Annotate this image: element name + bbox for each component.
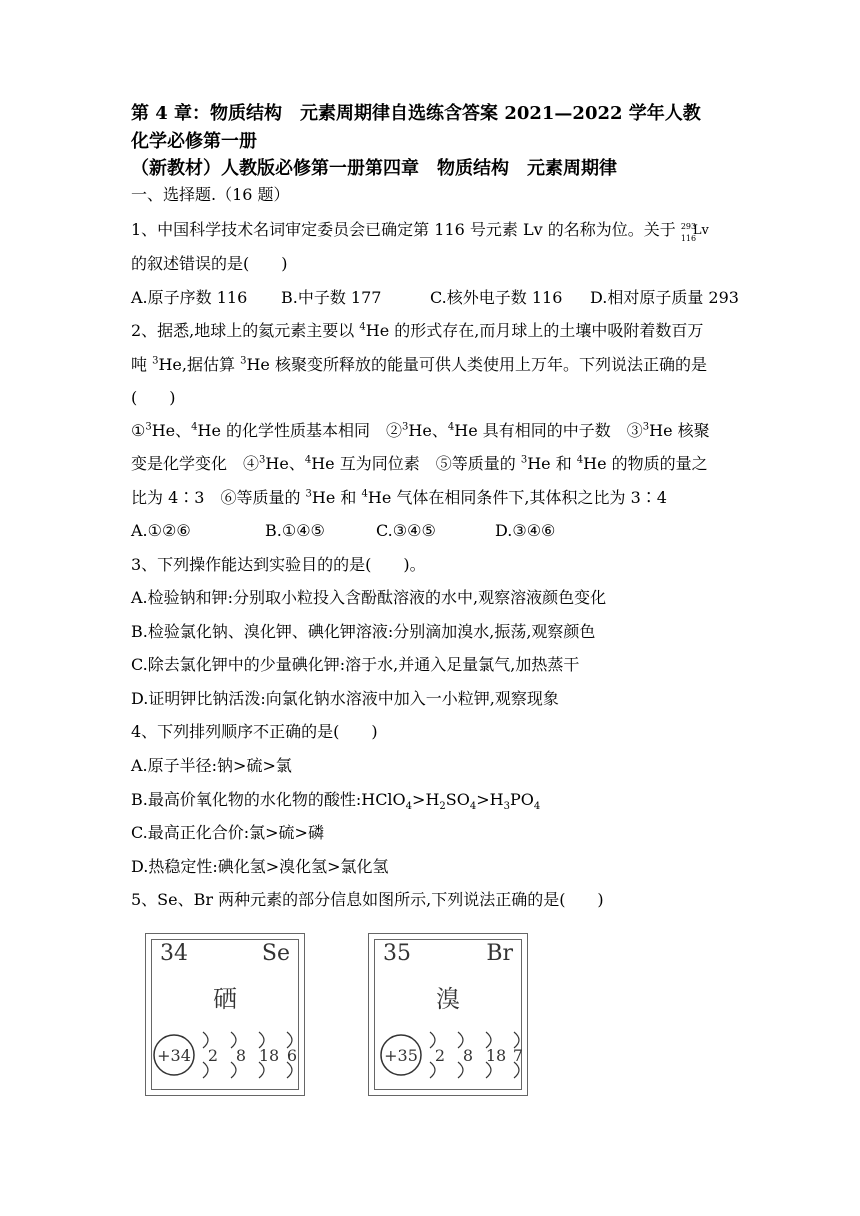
nuclide-symbol: Lv: [692, 223, 709, 238]
q1-option-c: C.核外电子数 116: [430, 288, 563, 307]
element-atomic-number: 34: [160, 941, 188, 966]
element-atomic-number: 35: [383, 941, 411, 966]
q1-stem-text: 1、中国科学技术名词审定委员会已确定第 116 号元素 Lv 的名称为位。关于: [131, 220, 676, 239]
shell-electron-count: 18: [485, 1046, 507, 1065]
q4-option-d: D.热稳定性:碘化氢>溴化氢>氯化氢: [131, 857, 389, 876]
q4-option-b: B.最高价氧化物的水化物的酸性$:HClO_4>H_2SO_4>H_3PO_4$: [131, 790, 541, 813]
element-chinese-name: 硒: [213, 985, 237, 1013]
element-symbol: Se: [261, 941, 290, 966]
section-heading: 一、选择题.（16 题）: [131, 185, 290, 204]
shell-electron-count: 8: [235, 1046, 247, 1065]
q2-stem-line2: 吨 $^3$He,据估算 $^3$He 核聚变所释放的能量可供人类使用上万年。下列说法正确的是: [131, 355, 707, 374]
q3-option-b: B.检验氯化钠、溴化钾、碘化钾溶液:分别滴加溴水,振荡,观察颜色: [131, 622, 596, 641]
q2-option-a: A.①②⑥: [131, 521, 191, 540]
doc-subtitle: （新教材）人教版必修第一册第四章 物质结构 元素周期律: [131, 158, 617, 179]
atomic-structure-diagram: [146, 934, 306, 1097]
q1-option-a: A.原子序数 116: [131, 288, 248, 307]
shell-electron-count: 6: [286, 1046, 298, 1065]
q2-stem-line3: ( ): [131, 388, 176, 407]
q1-option-b: B.中子数 177: [281, 288, 382, 307]
atomic-structure-diagram: [369, 934, 529, 1097]
shell-electron-count: 2: [434, 1046, 446, 1065]
q2-statements-line3: 比为 4∶3 ⑥等质量的 $^3$He 和 $^4$He 气体在相同条件下,其体积之比为 3∶4: [131, 488, 667, 507]
element-card-br: [368, 933, 528, 1096]
doc-title-line2: 化学必修第一册: [131, 131, 257, 152]
q2-option-c: C.③④⑤: [376, 521, 436, 540]
nuclide-atomic-number: 116: [680, 234, 697, 243]
q1-option-d: D.相对原子质量 293: [590, 288, 739, 307]
element-symbol: Br: [486, 941, 513, 966]
nucleus-charge: +34: [157, 1046, 191, 1065]
q1-stem: [131, 219, 731, 241]
doc-title-line1: 第 4 章：物质结构 元素周期律自选练含答案 2021—2022 学年人教: [131, 103, 701, 124]
q3-option-a: A.检验钠和钾:分别取小粒投入含酚酞溶液的水中,观察溶液颜色变化: [131, 588, 607, 607]
q2-option-d: D.③④⑥: [495, 521, 556, 540]
q2-option-b: B.①④⑤: [265, 521, 325, 540]
q2-statements-line1: ①$^3$He、$^4$He 的化学性质基本相同 ②$^3$He、$^4$He 具有相同的中子数 ③$^3$He 核聚: [131, 421, 710, 440]
q2-stem-line1: 2、据悉,地球上的氦元素主要以 $^4$He 的形式存在,而月球上的土壤中吸附着数百万: [131, 321, 704, 340]
q4-option-a: A.原子半径:钠>硫>氯: [131, 756, 292, 775]
q3-stem: 3、下列操作能达到实验目的的是( )。: [131, 555, 426, 574]
q1-stem-cont: 的叙述错误的是( ): [131, 254, 288, 273]
q5-stem: 5、Se、Br 两种元素的部分信息如图所示,下列说法正确的是( ): [131, 890, 604, 909]
q3-option-d: D.证明钾比钠活泼:向氯化钠水溶液中加入一小粒钾,观察现象: [131, 689, 559, 708]
shell-electron-count: 7: [512, 1046, 524, 1065]
nucleus-charge: +35: [384, 1046, 418, 1065]
element-chinese-name: 溴: [436, 985, 460, 1013]
shell-electron-count: 18: [258, 1046, 280, 1065]
shell-electron-count: 8: [462, 1046, 474, 1065]
q4-option-c: C.最高正化合价:氯>硫>磷: [131, 823, 324, 842]
q2-statements-line2: 变是化学变化 ④$^3$He、$^4$He 互为同位素 ⑤等质量的 $^3$He 和 $^4$He 的物质的量之: [131, 454, 708, 473]
q3-option-c: C.除去氯化钾中的少量碘化钾:溶于水,并通入足量氯气,加热蒸干: [131, 655, 580, 674]
nuclide-mass-number: 293: [680, 222, 697, 231]
q4-stem: 4、下列排列顺序不正确的是( ): [131, 722, 378, 741]
nuclide-lv: [680, 219, 719, 243]
shell-electron-count: 2: [207, 1046, 219, 1065]
element-card-se: [145, 933, 305, 1096]
